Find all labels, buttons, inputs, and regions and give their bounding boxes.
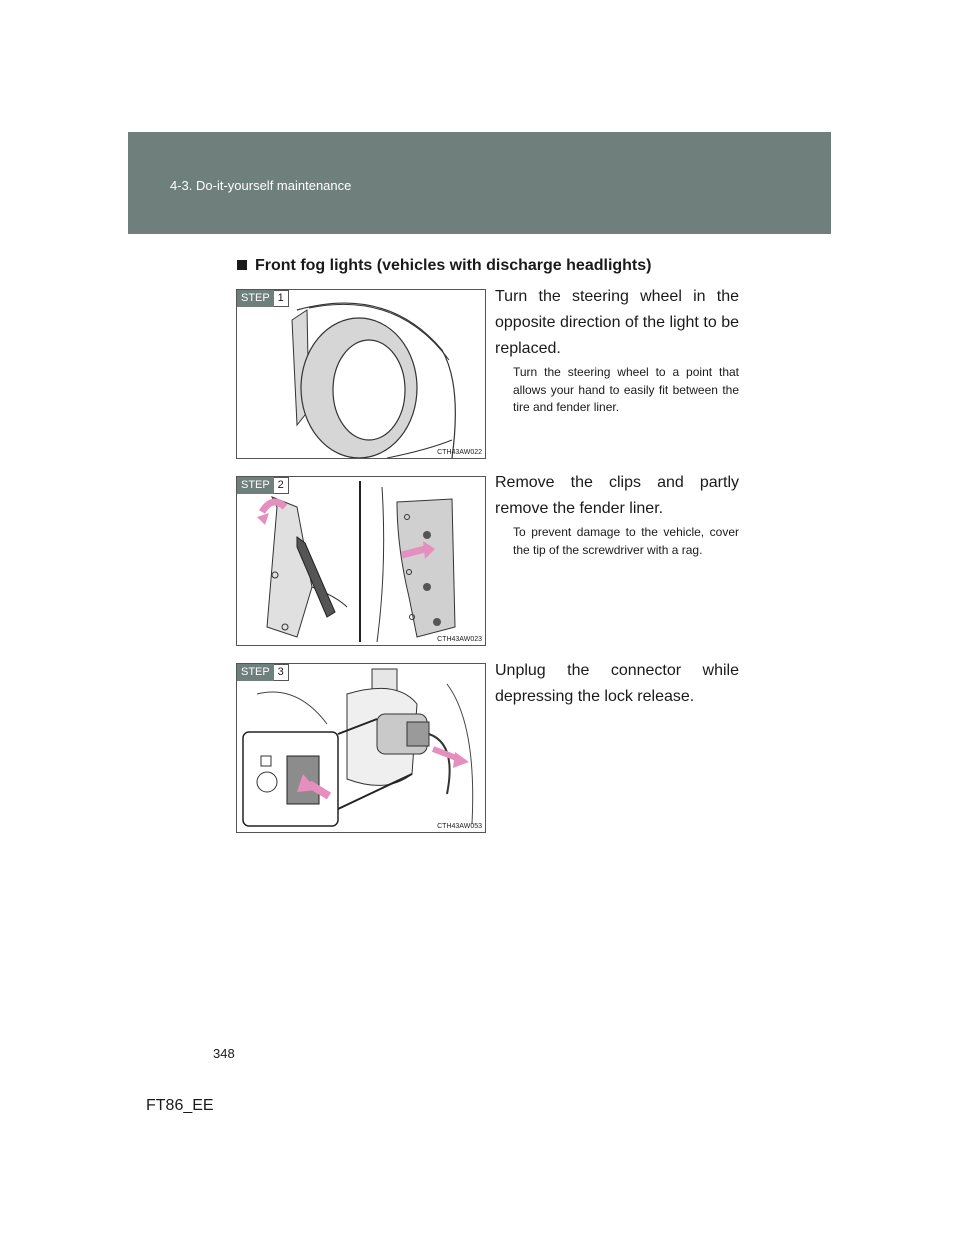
step-number: 2 <box>274 477 289 494</box>
section-title: 4-3. Do-it-yourself maintenance <box>170 178 352 193</box>
step-3-text: Unplug the connector while depressing the lock release. <box>495 662 739 705</box>
step-number: 3 <box>274 664 289 681</box>
step-2-badge <box>237 477 289 494</box>
step-3-badge <box>237 664 289 681</box>
step-word: STEP <box>237 664 274 681</box>
step-1-text: Turn the steering wheel in the opposite direction of the light to be replaced. <box>495 288 739 357</box>
step-2-text: Remove the clips and partly remove the fender liner. <box>495 474 739 517</box>
figure-code: CTH43AW053 <box>437 823 482 830</box>
step-1-note: Turn the steering wheel to a point that allows your hand to easily fit between the tire and fender liner. <box>513 365 739 414</box>
header-band <box>128 132 831 234</box>
step-3-figure <box>236 663 486 833</box>
step-number: 1 <box>274 290 289 307</box>
tire-illustration <box>237 290 485 458</box>
figure-code: CTH43AW022 <box>437 449 482 456</box>
step-2-note: To prevent damage to the vehicle, cover the tip of the screwdriver with a rag. <box>513 525 739 557</box>
section-heading <box>237 257 651 275</box>
page-number: 348 <box>213 1046 235 1061</box>
fender-liner-illustration <box>237 477 485 645</box>
step-1-figure <box>236 289 486 459</box>
step-2-figure <box>236 476 486 646</box>
square-bullet-icon <box>237 260 247 270</box>
step-word: STEP <box>237 477 274 494</box>
document-code: FT86_EE <box>146 1097 214 1114</box>
step-1-badge <box>237 290 289 307</box>
figure-code: CTH43AW023 <box>437 636 482 643</box>
connector-illustration <box>237 664 485 832</box>
section-heading-text: Front fog lights (vehicles with discharge headlights) <box>255 257 652 274</box>
step-word: STEP <box>237 290 274 307</box>
